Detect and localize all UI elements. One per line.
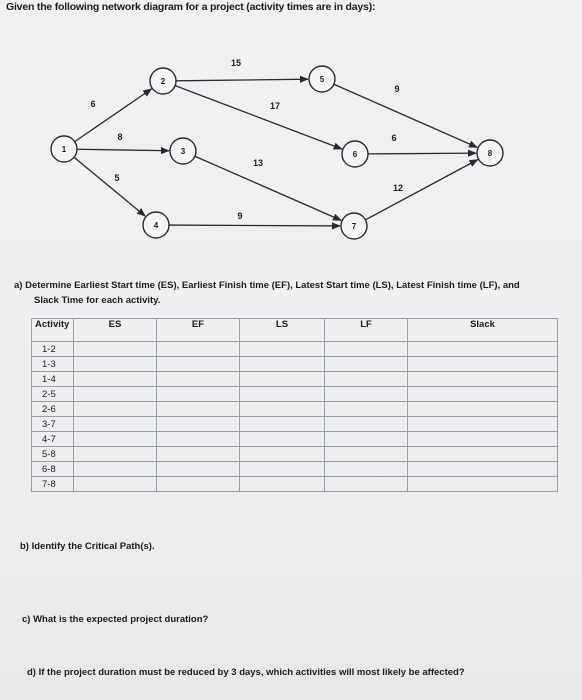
table-header-row (32, 319, 558, 342)
ef-cell[interactable] (157, 432, 240, 447)
lf-cell[interactable] (325, 372, 408, 387)
edge-1-3 (77, 149, 169, 151)
table-row (32, 447, 558, 462)
slack-cell[interactable] (408, 432, 558, 447)
edge-duration-1-4: 5 (114, 173, 120, 183)
header-ef: EF (157, 319, 240, 342)
node-2 (150, 68, 176, 94)
lf-cell[interactable] (325, 447, 408, 462)
edge-duration-1-2: 6 (90, 99, 96, 109)
node-label: 6 (352, 150, 358, 159)
ls-cell[interactable] (240, 432, 325, 447)
activity-cell: 5-8 (32, 447, 74, 462)
lf-cell[interactable] (325, 477, 408, 492)
answer-table (31, 318, 558, 492)
ef-cell[interactable] (157, 387, 240, 402)
lf-cell[interactable] (325, 357, 408, 372)
ef-cell[interactable] (157, 402, 240, 417)
ls-cell[interactable] (240, 387, 325, 402)
edge-4-7 (169, 225, 340, 226)
edge-duration-7-8: 12 (392, 183, 404, 193)
node-4 (143, 212, 169, 238)
node-label: 3 (180, 147, 186, 156)
activity-cell: 1-3 (32, 357, 74, 372)
table-row (32, 357, 558, 372)
header-ls: LS (240, 319, 325, 342)
ef-cell[interactable] (157, 357, 240, 372)
edge-5-8 (334, 84, 477, 147)
network-diagram (0, 0, 582, 270)
activity-cell: 4-7 (32, 432, 74, 447)
ls-cell[interactable] (240, 342, 325, 357)
activity-cell: 7-8 (32, 477, 74, 492)
es-cell[interactable] (74, 372, 157, 387)
table-row (32, 402, 558, 417)
ef-cell[interactable] (157, 372, 240, 387)
activity-cell: 1-2 (32, 342, 74, 357)
es-cell[interactable] (74, 477, 157, 492)
slack-cell[interactable] (408, 417, 558, 432)
edge-duration-6-8: 6 (391, 133, 397, 143)
problem-title: Given the following network diagram for a project (activity times are in days): (6, 1, 376, 13)
ef-cell[interactable] (157, 462, 240, 477)
ls-cell[interactable] (240, 357, 325, 372)
edge-duration-4-7: 9 (237, 211, 243, 221)
node-label: 8 (487, 149, 493, 158)
question-c: c) What is the expected project duration? (22, 614, 209, 625)
edge-3-7 (195, 156, 341, 220)
node-3 (170, 138, 196, 164)
question-a-line2: Slack Time for each activity. (34, 295, 161, 306)
es-cell[interactable] (74, 387, 157, 402)
edge-duration-2-5: 15 (230, 58, 242, 68)
header-activity: Activity (32, 319, 74, 342)
es-cell[interactable] (74, 417, 157, 432)
question-a-line1: a) Determine Earliest Start time (ES), Earliest Finish time (EF), Latest Start time (LS), Latest Finish time (LF), and (14, 280, 520, 291)
header-es: ES (74, 319, 157, 342)
es-cell[interactable] (74, 342, 157, 357)
table-row (32, 342, 558, 357)
es-cell[interactable] (74, 357, 157, 372)
lf-cell[interactable] (325, 402, 408, 417)
node-8 (477, 140, 503, 166)
node-label: 1 (61, 145, 67, 154)
slack-cell[interactable] (408, 402, 558, 417)
ls-cell[interactable] (240, 417, 325, 432)
lf-cell[interactable] (325, 462, 408, 477)
es-cell[interactable] (74, 432, 157, 447)
node-5 (309, 66, 335, 92)
activity-cell: 2-6 (32, 402, 74, 417)
edge-duration-2-6: 17 (269, 101, 281, 111)
es-cell[interactable] (74, 462, 157, 477)
activity-cell: 3-7 (32, 417, 74, 432)
ef-cell[interactable] (157, 447, 240, 462)
edge-2-5 (176, 79, 308, 81)
edge-2-6 (175, 86, 342, 149)
table-row (32, 387, 558, 402)
slack-cell[interactable] (408, 477, 558, 492)
table-row (32, 462, 558, 477)
slack-cell[interactable] (408, 387, 558, 402)
lf-cell[interactable] (325, 432, 408, 447)
lf-cell[interactable] (325, 342, 408, 357)
ef-cell[interactable] (157, 342, 240, 357)
node-label: 5 (319, 75, 325, 84)
table-row (32, 477, 558, 492)
slack-cell[interactable] (408, 357, 558, 372)
lf-cell[interactable] (325, 417, 408, 432)
ls-cell[interactable] (240, 477, 325, 492)
question-d: d) If the project duration must be reduced by 3 days, which activities will most likely be affected? (27, 667, 465, 678)
header-slack: Slack (408, 319, 558, 342)
node-7 (341, 213, 367, 239)
edge-1-2 (75, 89, 152, 142)
edge-duration-3-7: 13 (252, 158, 264, 168)
es-cell[interactable] (74, 447, 157, 462)
question-a (14, 278, 574, 308)
slack-cell[interactable] (408, 447, 558, 462)
ef-cell[interactable] (157, 417, 240, 432)
table-row (32, 432, 558, 447)
es-cell[interactable] (74, 402, 157, 417)
activity-cell: 6-8 (32, 462, 74, 477)
node-6 (342, 141, 368, 167)
edge-duration-1-3: 8 (117, 132, 123, 142)
edge-7-8 (365, 160, 477, 220)
lf-cell[interactable] (325, 387, 408, 402)
slack-cell[interactable] (408, 462, 558, 477)
question-b: b) Identify the Critical Path(s). (20, 541, 155, 552)
edge-6-8 (368, 153, 476, 154)
ls-cell[interactable] (240, 372, 325, 387)
ls-cell[interactable] (240, 402, 325, 417)
node-label: 7 (351, 222, 357, 231)
node-label: 4 (153, 221, 159, 230)
ls-cell[interactable] (240, 447, 325, 462)
ef-cell[interactable] (157, 477, 240, 492)
activity-cell: 1-4 (32, 372, 74, 387)
slack-cell[interactable] (408, 372, 558, 387)
node-1 (51, 136, 77, 162)
table-row (32, 372, 558, 387)
ls-cell[interactable] (240, 462, 325, 477)
slack-cell[interactable] (408, 342, 558, 357)
edge-1-4 (74, 157, 145, 216)
activity-cell: 2-5 (32, 387, 74, 402)
node-label: 2 (160, 77, 166, 86)
edge-duration-5-8: 9 (394, 84, 400, 94)
header-lf: LF (325, 319, 408, 342)
table-row (32, 417, 558, 432)
